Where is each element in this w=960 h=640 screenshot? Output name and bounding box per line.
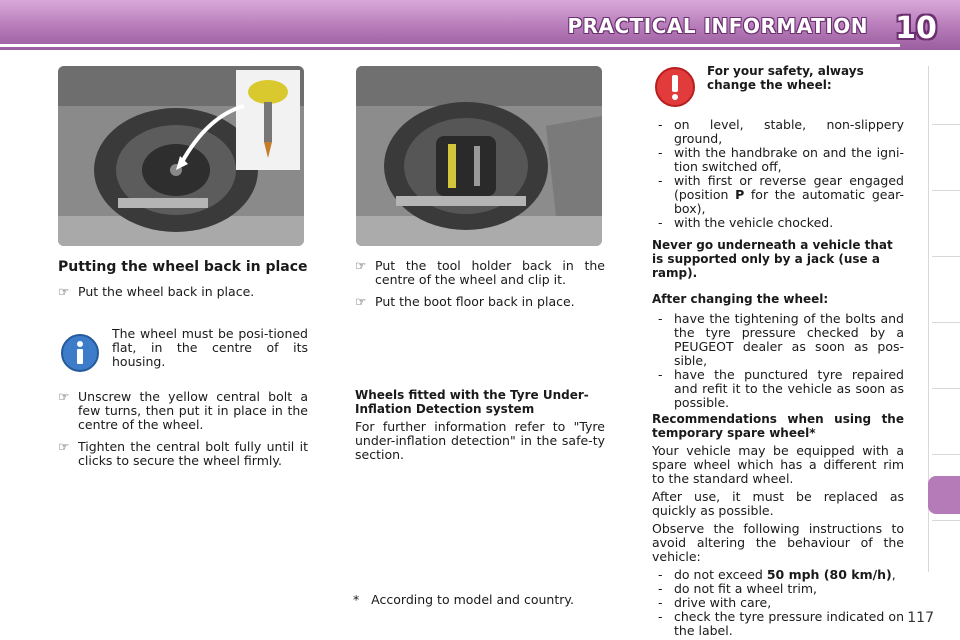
instruction-step: ☞ Put the wheel back in place. [58, 284, 255, 299]
list-item: - have the punctured tyre repaired and refit it to the vehicle as soon as possible. [658, 367, 904, 410]
list-item: - with the vehicle chocked. [658, 215, 834, 230]
hand-pointer-icon: ☞ [58, 284, 70, 299]
right-column [652, 118, 904, 638]
left-steps [58, 390, 308, 476]
warning-icon [654, 66, 696, 108]
warning-heading-block [707, 64, 903, 96]
list-item: - do not fit a wheel trim, [658, 581, 818, 596]
chapter-badge [890, 8, 942, 50]
page-title: PRACTICAL INFORMATION [567, 14, 868, 38]
hand-pointer-icon: ☞ [355, 258, 367, 273]
hand-pointer-icon: ☞ [58, 389, 70, 404]
list-item: - check the tyre pressure indicated on the label. [658, 609, 904, 638]
chapter-tab-divider [932, 190, 960, 191]
middle-column [355, 259, 605, 317]
footnote-text: According to model and country. [371, 592, 574, 607]
instruction-step: ☞ Unscrew the yellow central bolt a few turns, then put it in place in the centre of the wheel. [58, 389, 308, 432]
tpms-text: For further information refer to "Tyre under-inflation detection" in the safe-ty section. [355, 419, 605, 462]
chapter-tab-divider [932, 388, 960, 389]
tpms-section [355, 388, 605, 470]
hand-pointer-icon: ☞ [355, 294, 367, 309]
paragraph: Observe the following instructions to avoid altering the behaviour of the vehicle: [652, 521, 904, 564]
list-item: - have the tightening of the bolts and the tyre pressure checked by a PEUGEOT dealer as soon as pos-sible, [658, 311, 904, 368]
instruction-step: ☞ Tighten the central bolt fully until it clicks to secure the wheel firmly. [58, 439, 308, 468]
footnote-mark: * [353, 592, 360, 607]
header-divider [0, 44, 900, 47]
chapter-tab-divider [932, 322, 960, 323]
hand-pointer-icon: ☞ [58, 439, 70, 454]
recommendations-heading: Recommendations when using the temporary spare wheel* [652, 412, 904, 440]
page-header [0, 0, 960, 50]
page-number: 117 [907, 610, 934, 626]
tool-holder-photo [356, 66, 602, 246]
after-heading: After changing the wheel: [652, 292, 829, 306]
never-heading: Never go underneath a vehicle that is supported only by a jack (use a ramp). [652, 238, 893, 280]
left-column [58, 259, 308, 307]
instruction-step: ☞ Put the boot floor back in place. [355, 294, 575, 309]
warning-heading: For your safety, always change the wheel: [707, 64, 864, 92]
paragraph: After use, it must be replaced as quickly as possible. [652, 489, 904, 518]
info-note: The wheel must be posi-tioned flat, in the centre of its housing. [112, 326, 308, 369]
chapter-tab-divider [932, 454, 960, 455]
paragraph: Your vehicle may be equipped with a spare wheel which has a different rim to the standard wheel. [652, 443, 904, 486]
footnote [353, 592, 574, 607]
chapter-tab-divider [932, 124, 960, 125]
active-chapter-tab[interactable] [928, 476, 960, 514]
chapter-tab-divider [932, 256, 960, 257]
section-heading: Putting the wheel back in place [58, 259, 308, 275]
list-item: - do not exceed 50 mph (80 km/h), [658, 567, 896, 582]
list-item: - with first or reverse gear engaged (position P for the automatic gear-box), [658, 173, 904, 216]
chapter-number: 10 [895, 11, 937, 46]
tpms-heading: Wheels fitted with the Tyre Under-Inflation Detection system [355, 388, 589, 416]
list-item: - with the handbrake on and the igni-tion switched off, [658, 145, 904, 174]
chapter-tab-divider [932, 520, 960, 521]
list-item: - drive with care, [658, 595, 772, 610]
instruction-step: ☞ Put the tool holder back in the centre of the wheel and clip it. [355, 258, 605, 287]
info-icon [60, 333, 100, 373]
spare-wheel-photo [58, 66, 304, 246]
list-item: - on level, stable, non-slippery ground, [658, 117, 904, 146]
